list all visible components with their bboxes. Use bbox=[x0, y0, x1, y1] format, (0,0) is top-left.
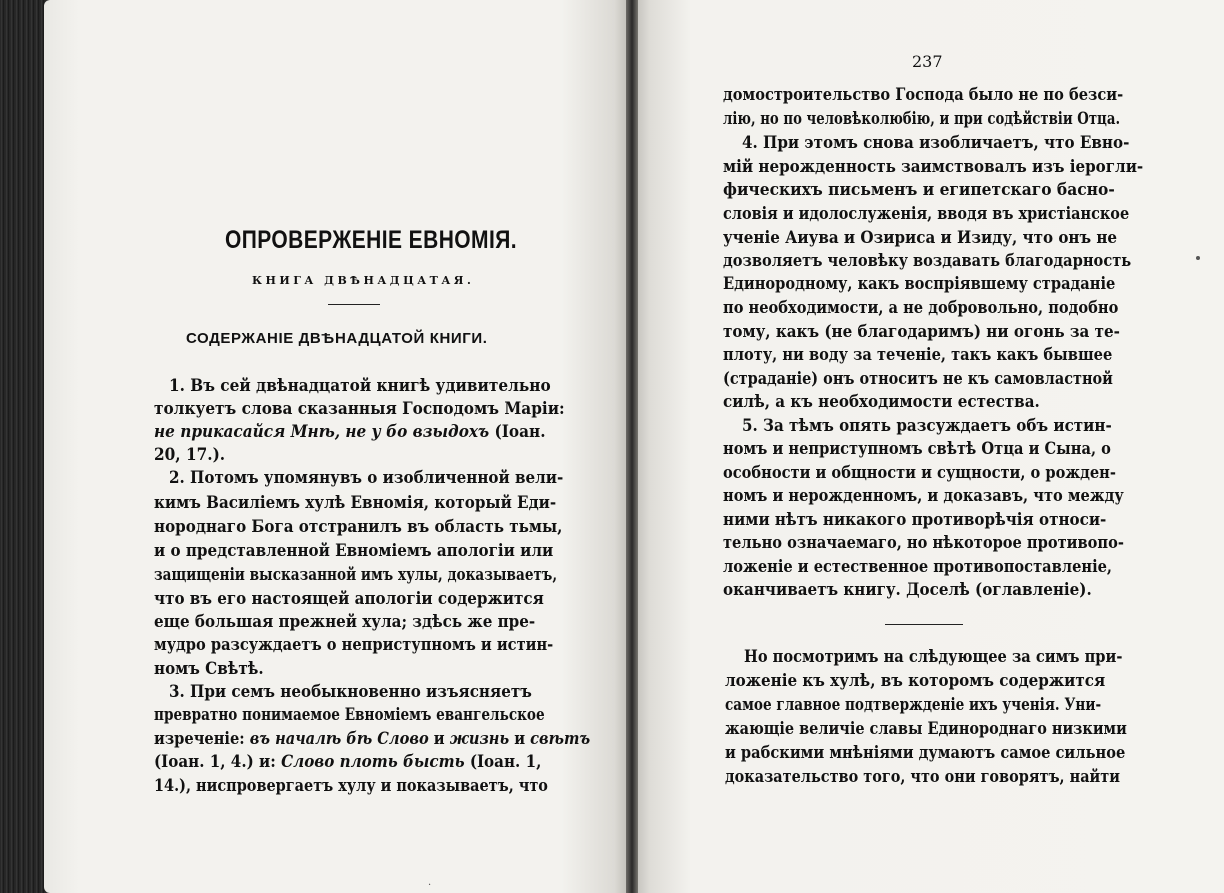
text-line: самое главное подтвержденіе ихъ ученія. Уни- bbox=[725, 695, 1102, 715]
scripture-quote: Слово плоть бысть bbox=[281, 752, 465, 772]
text-line: тельно означаемаго, но нѣкоторое противопо- bbox=[723, 533, 1124, 553]
text-line: оканчиваетъ книгу. Доселѣ (оглавленіе). bbox=[723, 580, 1092, 600]
text-line bbox=[154, 422, 546, 442]
text-line: 2. Потомъ упомянувъ о изобличенной вели- bbox=[169, 468, 564, 488]
text-line: 4. При этомъ снова изобличаетъ, что Евно- bbox=[742, 133, 1130, 153]
text-line: 5. За тѣмъ опять разсуждаетъ объ истин- bbox=[742, 416, 1112, 436]
text-line: 20, 17.). bbox=[154, 445, 226, 465]
title-divider bbox=[328, 304, 380, 305]
page-number: 237 bbox=[912, 52, 943, 71]
text-line: плоту, ни воду за теченіе, такъ какъ бывшее bbox=[723, 345, 1113, 365]
text-line: (Іоан. 1, 4.) и: Слово плоть бысть (Іоан. 1, bbox=[154, 752, 542, 772]
text-line: что въ его настоящей апологіи содержится bbox=[154, 589, 544, 609]
text-line: ними нѣтъ никакого противорѣчія относи- bbox=[723, 510, 1107, 530]
scripture-reference: (Іоан. bbox=[494, 422, 546, 442]
text-line: ученіе Аиува и Озириса и Изиду, что онъ не bbox=[723, 228, 1118, 248]
text-line: защищеніи высказанной имъ хулы, доказываетъ, bbox=[154, 565, 558, 585]
text-line: изреченіе: въ началѣ бѣ Слово и жизнь и свѣтъ bbox=[154, 729, 591, 749]
text-line: ложеніе къ хулѣ, въ которомъ содержится bbox=[725, 671, 1106, 691]
text-line: и о представленной Евноміемъ апологіи или bbox=[154, 541, 554, 561]
text-line: по необходимости, а не добровольно, подобно bbox=[723, 298, 1119, 318]
treatise-title: ОПРОВЕРЖЕНІЕ ЕВНОМІЯ. bbox=[225, 226, 517, 254]
text-line: тому, какъ (не благодаримъ) ни огонь за те- bbox=[723, 322, 1120, 342]
text-line: ложеніе и естественное противопоставленіе, bbox=[723, 557, 1113, 577]
text-line: Единородному, какъ воспріявшему страданіе bbox=[723, 274, 1116, 294]
text-line: домостроительство Господа было не по безси- bbox=[723, 85, 1124, 105]
contents-heading: СОДЕРЖАНІЕ ДВѢНАДЦАТОЙ КНИГИ. bbox=[186, 330, 488, 347]
text-line: фическихъ письменъ и египетскаго басно- bbox=[723, 180, 1115, 200]
text-line: дозволяетъ человѣку воздавать благодарность bbox=[723, 251, 1132, 271]
scripture-quote: не прикасайся Мнѣ, не у бо взыдохъ bbox=[154, 422, 490, 442]
text-line: лію, но по человѣколюбію, и при содѣйствіи Отца. bbox=[723, 109, 1121, 129]
text-line: силѣ, а къ необходимости естества. bbox=[723, 392, 1040, 412]
text-line: кимъ Василіемъ хулѣ Евномія, который Еди- bbox=[154, 493, 557, 513]
text-line: словія и идолослуженія, вводя въ христіанское bbox=[723, 204, 1130, 224]
text-line: превратно понимаемое Евноміемъ евангельское bbox=[154, 705, 545, 725]
text-line: (страданіе) онъ относитъ не къ самовластной bbox=[723, 369, 1113, 389]
book-gutter bbox=[626, 0, 638, 893]
text-line: номъ и неприступномъ свѣтѣ Отца и Сына, о bbox=[723, 439, 1111, 459]
text-line: мій нерожденность заимствовалъ изъ іерогли- bbox=[723, 157, 1144, 177]
book-subtitle: КНИГА ДВѢНАДЦАТАЯ. bbox=[252, 274, 475, 287]
text-line: 3. При семъ необыкновенно изъясняетъ bbox=[169, 682, 532, 702]
section-divider bbox=[885, 624, 963, 625]
text-line: номъ и нерожденномъ, и доказавъ, что между bbox=[723, 486, 1124, 506]
book-page-edges bbox=[0, 0, 48, 893]
scripture-quote: жизнь bbox=[449, 729, 510, 749]
scripture-quote: въ началѣ бѣ Слово bbox=[249, 729, 429, 749]
text-line: 1. Въ сей двѣнадцатой книгѣ удивительно bbox=[169, 376, 551, 396]
text-line: жающіе величіе славы Единороднаго низкими bbox=[725, 719, 1127, 739]
text-line: Но посмотримъ на слѣдующее за симъ при- bbox=[744, 647, 1123, 667]
ink-speck bbox=[1196, 256, 1200, 260]
text-line: и рабскими мнѣніями думаютъ самое сильное bbox=[725, 743, 1126, 763]
text-line: 14.), ниспровергаетъ хулу и показываетъ, что bbox=[154, 776, 548, 796]
text-line: мудро разсуждаетъ о неприступномъ и истин- bbox=[154, 635, 554, 655]
text-line: номъ Свѣтѣ. bbox=[154, 659, 264, 679]
text-line: еще большая прежней хула; здѣсь же пре- bbox=[154, 612, 536, 632]
scripture-reference: (Іоан. 1, bbox=[469, 752, 542, 772]
text-line: нороднаго Бога отстранилъ въ область тьмы, bbox=[154, 517, 563, 537]
text-line: доказательство того, что они говорятъ, найти bbox=[725, 767, 1120, 787]
print-mark: · bbox=[428, 880, 432, 891]
text-line: толкуетъ слова сказанныя Господомъ Маріи: bbox=[154, 399, 565, 419]
scripture-quote: свѣтъ bbox=[530, 729, 591, 749]
text-line: особности и общности и сущности, о рожден- bbox=[723, 463, 1116, 483]
